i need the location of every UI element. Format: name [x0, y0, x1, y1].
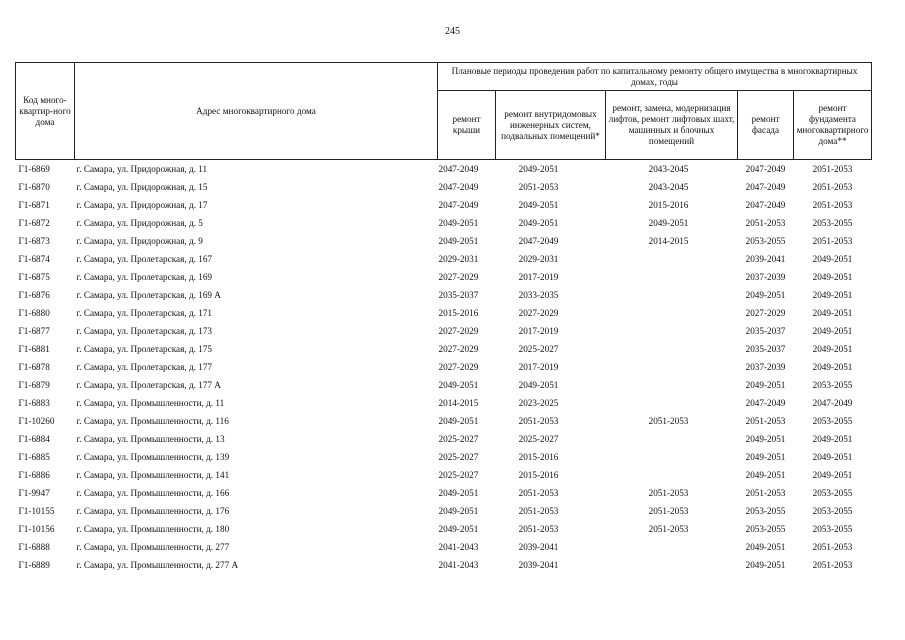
cell-roof: 2025-2027	[438, 434, 479, 444]
cell-facade: 2047-2049	[745, 398, 786, 408]
cell-facade: 2049-2051	[745, 434, 786, 444]
cell-foundation: 2049-2051	[812, 344, 853, 354]
cell-code: Г1-6874	[18, 254, 50, 264]
table-row	[16, 160, 872, 179]
cell-lifts: 2051-2053	[648, 416, 689, 426]
cell-facade: 2049-2051	[745, 560, 786, 570]
table-row	[16, 322, 872, 340]
table-row	[16, 394, 872, 412]
cell-lifts	[606, 322, 738, 340]
cell-code: Г1-6872	[18, 218, 50, 228]
cell-foundation: 2051-2053	[812, 236, 853, 246]
table-row	[16, 502, 872, 520]
table-row	[16, 484, 872, 502]
cell-engineering: 2015-2016	[518, 452, 559, 462]
cell-roof: 2049-2051	[438, 236, 479, 246]
cell-engineering: 2025-2027	[518, 434, 559, 444]
cell-lifts: 2051-2053	[648, 506, 689, 516]
cell-foundation: 2051-2053	[812, 560, 853, 570]
cell-roof: 2015-2016	[438, 308, 479, 318]
cell-engineering: 2017-2019	[518, 326, 559, 336]
cell-foundation: 2049-2051	[812, 470, 853, 480]
cell-facade: 2027-2029	[745, 308, 786, 318]
cell-facade: 2051-2053	[745, 488, 786, 498]
cell-address: г. Самара, ул. Промышленности, д. 180	[76, 524, 230, 534]
cell-code: Г1-6884	[18, 434, 50, 444]
cell-address: г. Самара, ул. Придорожная, д. 17	[76, 200, 208, 210]
table-row	[16, 250, 872, 268]
cell-lifts: 2043-2045	[648, 182, 689, 192]
table-row	[16, 412, 872, 430]
table-row	[16, 340, 872, 358]
cell-foundation: 2049-2051	[812, 452, 853, 462]
cell-address: г. Самара, ул. Придорожная, д. 9	[76, 236, 203, 246]
cell-facade: 2053-2055	[745, 524, 786, 534]
cell-engineering: 2051-2053	[518, 488, 559, 498]
table-header	[16, 63, 872, 160]
cell-foundation: 2053-2055	[812, 416, 853, 426]
cell-roof: 2041-2043	[438, 560, 479, 570]
table-row	[16, 520, 872, 538]
cell-roof: 2049-2051	[438, 506, 479, 516]
cell-lifts	[606, 358, 738, 376]
cell-roof: 2027-2029	[438, 272, 479, 282]
cell-address: г. Самара, ул. Промышленности, д. 176	[76, 506, 230, 516]
cell-code: Г1-6869	[16, 160, 75, 179]
cell-engineering: 2033-2035	[518, 290, 559, 300]
cell-lifts	[606, 466, 738, 484]
cell-lifts	[606, 268, 738, 286]
cell-roof: 2049-2051	[438, 218, 479, 228]
cell-engineering: 2039-2041	[518, 542, 559, 552]
table-row	[16, 196, 872, 214]
cell-code: Г1-9947	[18, 488, 50, 498]
cell-address: г. Самара, ул. Промышленности, д. 277 А	[76, 560, 239, 570]
cell-lifts	[606, 304, 738, 322]
header-roof: ремонт крыши	[438, 91, 496, 160]
cell-engineering: 2049-2051	[518, 380, 559, 390]
cell-address: г. Самара, ул. Пролетарская, д. 173	[76, 326, 213, 336]
cell-facade: 2049-2051	[745, 452, 786, 462]
cell-address: г. Самара, ул. Промышленности, д. 116	[76, 416, 229, 426]
cell-facade: 2049-2051	[745, 542, 786, 552]
cell-foundation: 2053-2055	[812, 524, 853, 534]
cell-code: Г1-6877	[18, 326, 50, 336]
cell-foundation: 2051-2053	[812, 542, 853, 552]
cell-engineering: 2017-2019	[518, 272, 559, 282]
cell-roof: 2014-2015	[438, 398, 479, 408]
cell-roof: 2047-2049	[438, 200, 479, 210]
table-row	[16, 376, 872, 394]
cell-foundation: 2049-2051	[812, 254, 853, 264]
cell-foundation: 2051-2053	[794, 160, 872, 179]
cell-lifts: 2049-2051	[648, 218, 689, 228]
cell-lifts	[606, 394, 738, 412]
cell-facade: 2049-2051	[745, 470, 786, 480]
table-row	[16, 268, 872, 286]
cell-engineering: 2039-2041	[518, 560, 559, 570]
cell-facade: 2047-2049	[738, 160, 794, 179]
cell-roof: 2035-2037	[438, 290, 479, 300]
cell-lifts: 2015-2016	[648, 200, 689, 210]
header-lifts: ремонт, замена, модернизация лифтов, ремонт лифтовых шахт, машинных и блочных помещений	[606, 91, 738, 160]
cell-address: г. Самара, ул. Промышленности, д. 166	[76, 488, 230, 498]
cell-roof: 2049-2051	[438, 524, 479, 534]
cell-facade: 2053-2055	[745, 506, 786, 516]
cell-lifts: 2043-2045	[606, 160, 738, 179]
cell-lifts: 2051-2053	[648, 488, 689, 498]
cell-roof: 2029-2031	[438, 254, 479, 264]
cell-engineering: 2049-2051	[496, 160, 606, 179]
cell-engineering: 2049-2051	[518, 218, 559, 228]
cell-address: г. Самара, ул. Пролетарская, д. 177 А	[76, 380, 221, 390]
cell-lifts	[606, 250, 738, 268]
cell-foundation: 2049-2051	[812, 308, 853, 318]
table-row	[16, 466, 872, 484]
repair-schedule-table	[15, 62, 872, 574]
cell-address: г. Самара, ул. Пролетарская, д. 169	[76, 272, 213, 282]
cell-address: г. Самара, ул. Пролетарская, д. 171	[76, 308, 213, 318]
cell-facade: 2051-2053	[745, 218, 786, 228]
cell-foundation: 2053-2055	[812, 488, 853, 498]
cell-lifts	[606, 340, 738, 358]
cell-roof: 2025-2027	[438, 452, 479, 462]
cell-code: Г1-10260	[18, 416, 55, 426]
table-row	[16, 448, 872, 466]
cell-roof: 2049-2051	[438, 488, 479, 498]
cell-address: г. Самара, ул. Пролетарская, д. 167	[76, 254, 213, 264]
cell-lifts	[606, 430, 738, 448]
cell-address: г. Самара, ул. Придорожная, д. 11	[75, 160, 438, 179]
cell-address: г. Самара, ул. Пролетарская, д. 169 А	[76, 290, 221, 300]
cell-engineering: 2017-2019	[518, 362, 559, 372]
page-number: 245	[445, 26, 460, 37]
cell-lifts	[606, 286, 738, 304]
table-row	[16, 538, 872, 556]
cell-address: г. Самара, ул. Промышленности, д. 277	[76, 542, 230, 552]
cell-address: г. Самара, ул. Придорожная, д. 5	[76, 218, 203, 228]
table-row	[16, 178, 872, 196]
cell-foundation: 2049-2051	[812, 290, 853, 300]
cell-code: Г1-6879	[18, 380, 50, 390]
cell-engineering: 2015-2016	[518, 470, 559, 480]
cell-code: Г1-6873	[18, 236, 50, 246]
cell-facade: 2039-2041	[745, 254, 786, 264]
cell-roof: 2027-2029	[438, 344, 479, 354]
cell-facade: 2035-2037	[745, 326, 786, 336]
cell-facade: 2047-2049	[745, 182, 786, 192]
cell-foundation: 2053-2055	[812, 506, 853, 516]
cell-foundation: 2047-2049	[812, 398, 853, 408]
cell-roof: 2049-2051	[438, 416, 479, 426]
table-row	[16, 430, 872, 448]
cell-roof: 2027-2029	[438, 326, 479, 336]
cell-foundation: 2051-2053	[812, 182, 853, 192]
cell-code: Г1-10155	[18, 506, 55, 516]
cell-code: Г1-10156	[18, 524, 55, 534]
cell-facade: 2051-2053	[745, 416, 786, 426]
header-address: Адрес многоквартирного дома	[75, 63, 438, 160]
cell-facade: 2037-2039	[745, 362, 786, 372]
table-row	[16, 358, 872, 376]
cell-engineering: 2051-2053	[518, 182, 559, 192]
table-body	[16, 160, 872, 575]
table-row	[16, 556, 872, 574]
cell-address: г. Самара, ул. Промышленности, д. 141	[76, 470, 230, 480]
cell-roof: 2049-2051	[438, 380, 479, 390]
cell-engineering: 2049-2051	[518, 200, 559, 210]
cell-foundation: 2049-2051	[812, 362, 853, 372]
cell-roof: 2047-2049	[438, 160, 496, 179]
cell-code: Г1-6870	[18, 182, 50, 192]
cell-address: г. Самара, ул. Пролетарская, д. 175	[76, 344, 213, 354]
cell-facade: 2049-2051	[745, 290, 786, 300]
table-row	[16, 214, 872, 232]
cell-code: Г1-6883	[18, 398, 50, 408]
cell-lifts: 2014-2015	[648, 236, 689, 246]
cell-engineering: 2025-2027	[518, 344, 559, 354]
cell-code: Г1-6876	[18, 290, 50, 300]
header-facade: ремонт фасада	[738, 91, 794, 160]
table-row	[16, 286, 872, 304]
header-planned-periods: Плановые периоды проведения работ по капитальному ремонту общего имущества в многоквартирных домах, годы	[438, 63, 872, 91]
cell-lifts	[606, 538, 738, 556]
cell-roof: 2041-2043	[438, 542, 479, 552]
cell-engineering: 2051-2053	[518, 524, 559, 534]
cell-facade: 2035-2037	[745, 344, 786, 354]
cell-facade: 2053-2055	[745, 236, 786, 246]
cell-foundation: 2049-2051	[812, 326, 853, 336]
cell-code: Г1-6888	[18, 542, 50, 552]
cell-address: г. Самара, ул. Пролетарская, д. 177	[76, 362, 213, 372]
cell-engineering: 2051-2053	[518, 416, 559, 426]
cell-engineering: 2051-2053	[518, 506, 559, 516]
cell-code: Г1-6881	[18, 344, 50, 354]
cell-code: Г1-6885	[18, 452, 50, 462]
cell-roof: 2027-2029	[438, 362, 479, 372]
cell-foundation: 2051-2053	[812, 200, 853, 210]
cell-engineering: 2029-2031	[518, 254, 559, 264]
cell-code: Г1-6875	[18, 272, 50, 282]
cell-address: г. Самара, ул. Придорожная, д. 15	[76, 182, 208, 192]
cell-engineering: 2047-2049	[518, 236, 559, 246]
cell-engineering: 2023-2025	[518, 398, 559, 408]
cell-lifts: 2051-2053	[648, 524, 689, 534]
cell-address: г. Самара, ул. Промышленности, д. 139	[76, 452, 230, 462]
cell-facade: 2037-2039	[745, 272, 786, 282]
cell-address: г. Самара, ул. Промышленности, д. 11	[76, 398, 225, 408]
cell-foundation: 2049-2051	[812, 434, 853, 444]
cell-code: Г1-6886	[18, 470, 50, 480]
cell-foundation: 2053-2055	[812, 380, 853, 390]
cell-code: Г1-6889	[18, 560, 50, 570]
header-code: Код много-квартир-ного дома	[16, 63, 75, 160]
cell-engineering: 2027-2029	[518, 308, 559, 318]
cell-address: г. Самара, ул. Промышленности, д. 13	[76, 434, 225, 444]
table-row	[16, 232, 872, 250]
header-foundation: ремонт фундамента многоквартирного дома**	[794, 91, 872, 160]
cell-code: Г1-6871	[18, 200, 50, 210]
repair-schedule-table-wrapper	[15, 62, 871, 574]
cell-lifts	[606, 556, 738, 574]
cell-foundation: 2053-2055	[812, 218, 853, 228]
cell-code: Г1-6880	[18, 308, 50, 318]
cell-lifts	[606, 376, 738, 394]
cell-roof: 2025-2027	[438, 470, 479, 480]
cell-facade: 2049-2051	[745, 380, 786, 390]
header-engineering: ремонт внутридомовых инженерных систем, подвальных помещений*	[496, 91, 606, 160]
cell-facade: 2047-2049	[745, 200, 786, 210]
cell-code: Г1-6878	[18, 362, 50, 372]
table-row	[16, 304, 872, 322]
cell-lifts	[606, 448, 738, 466]
cell-roof: 2047-2049	[438, 182, 479, 192]
cell-foundation: 2049-2051	[812, 272, 853, 282]
